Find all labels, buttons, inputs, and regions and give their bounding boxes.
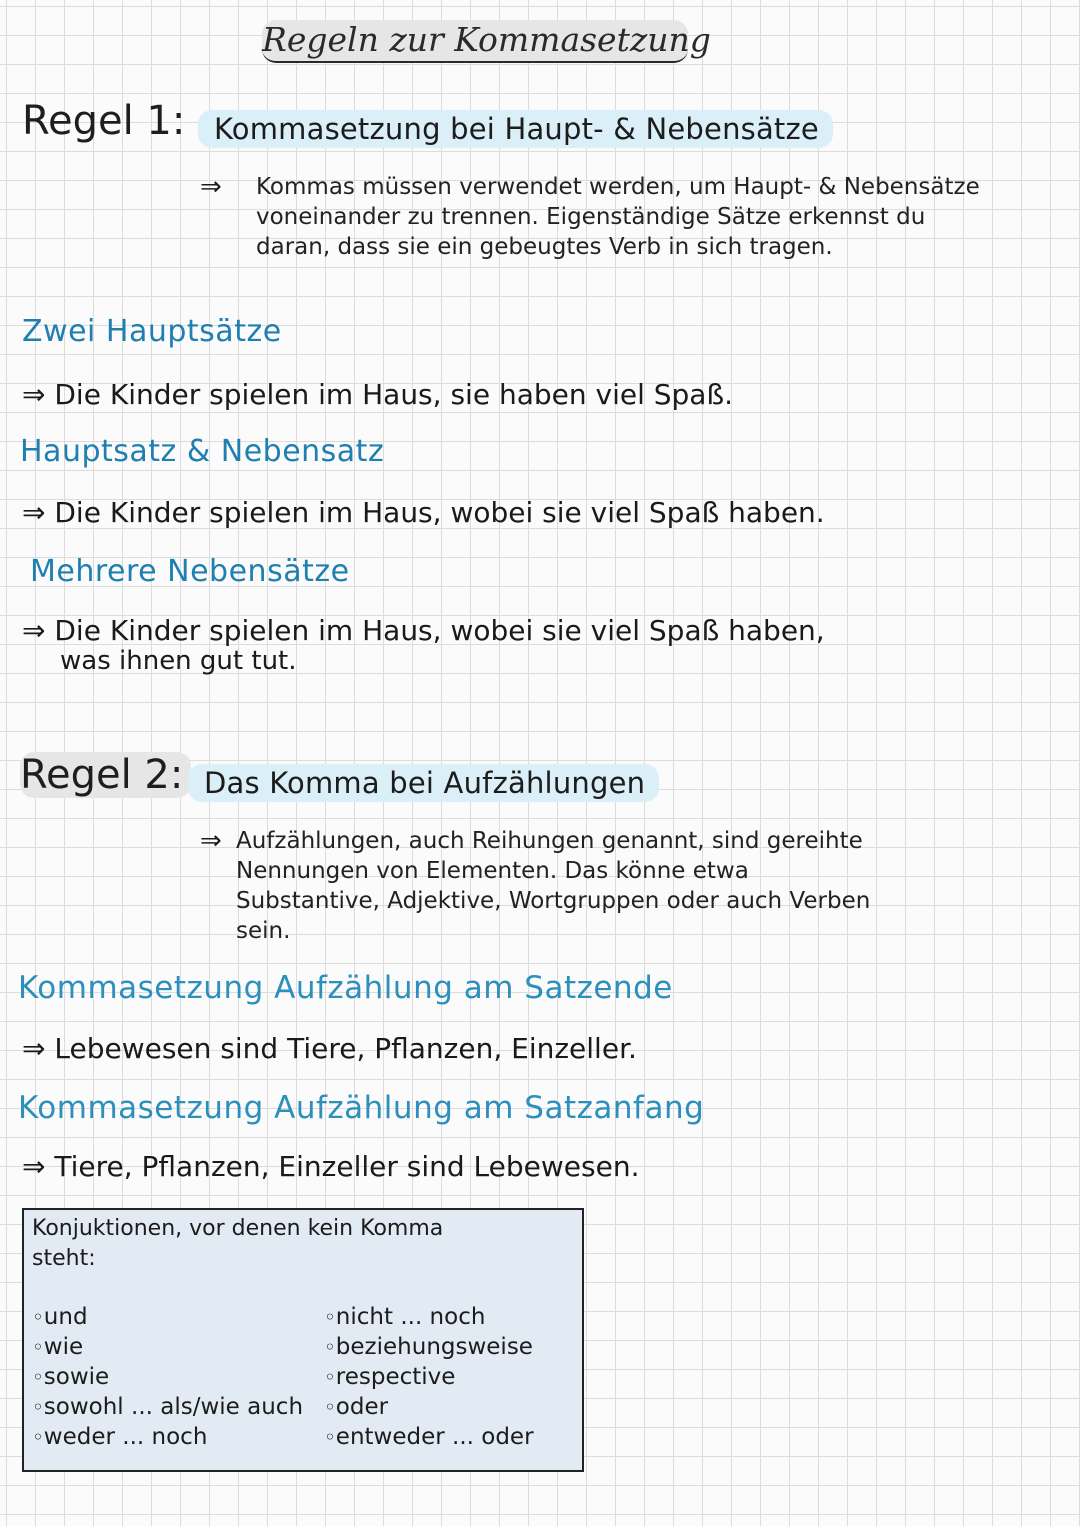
- rule1-explanation: Kommas müssen verwendet werden, um Haupt- & Nebensätze voneinander zu trennen. Eigenständige Sätze erkennst du daran, dass sie ein gebeugtes Verb in sich tragen.: [256, 174, 980, 260]
- conjunction-box: [22, 1208, 584, 1472]
- list-item: ◦ respective: [324, 1362, 534, 1392]
- section-heading: Zwei Hauptsätze: [22, 314, 282, 349]
- example-sentence: ⇒ Die Kinder spielen im Haus, sie haben viel Spaß.: [22, 378, 733, 411]
- list-item: ◦ beziehungsweise: [324, 1332, 534, 1362]
- rule1-heading: Kommasetzung bei Haupt- & Nebensätze: [198, 110, 833, 148]
- list-item: ◦ oder: [324, 1392, 534, 1422]
- example-sentence: ⇒ Die Kinder spielen im Haus, wobei sie viel Spaß haben.: [22, 496, 825, 529]
- section-heading: Kommasetzung Aufzählung am Satzende: [18, 970, 673, 1006]
- section-heading: Kommasetzung Aufzählung am Satzanfang: [18, 1090, 705, 1126]
- rule2-arrow: ⇒: [200, 826, 222, 856]
- rule1-label: Regel 1:: [22, 98, 186, 144]
- conjunction-list-right: [324, 1302, 534, 1452]
- section-heading: Hauptsatz & Nebensatz: [20, 434, 385, 469]
- example-sentence: ⇒ Lebewesen sind Tiere, Pflanzen, Einzeller.: [22, 1032, 637, 1065]
- example-sentence-cont: was ihnen gut tut.: [60, 646, 297, 676]
- list-item: ◦ wie: [32, 1332, 303, 1362]
- section-heading: Mehrere Nebensätze: [30, 554, 350, 589]
- conjunction-list-left: [32, 1302, 303, 1452]
- rule1-arrow: ⇒: [200, 172, 222, 202]
- conjunction-box-title: Konjuktionen, vor denen kein Komma steht:: [32, 1216, 444, 1271]
- list-item: ◦ sowohl ... als/wie auch: [32, 1392, 303, 1422]
- list-item: ◦ und: [32, 1302, 303, 1332]
- rule2-label: Regel 2:: [20, 752, 191, 798]
- rule2-heading: Das Komma bei Aufzählungen: [188, 764, 659, 802]
- list-item: ◦ weder ... noch: [32, 1422, 303, 1452]
- list-item: ◦ nicht ... noch: [324, 1302, 534, 1332]
- example-sentence: ⇒ Die Kinder spielen im Haus, wobei sie viel Spaß haben,: [22, 614, 825, 647]
- rule2-explanation: Aufzählungen, auch Reihungen genannt, sind gereihte Nennungen von Elementen. Das könne etwa Substantive, Adjektive, Wortgruppen oder auch Verben sein.: [236, 828, 871, 944]
- list-item: ◦ sowie: [32, 1362, 303, 1392]
- example-sentence: ⇒ Tiere, Pflanzen, Einzeller sind Lebewesen.: [22, 1150, 640, 1183]
- page-title: Regeln zur Kommasetzung: [262, 20, 688, 63]
- list-item: ◦ entweder ... oder: [324, 1422, 534, 1452]
